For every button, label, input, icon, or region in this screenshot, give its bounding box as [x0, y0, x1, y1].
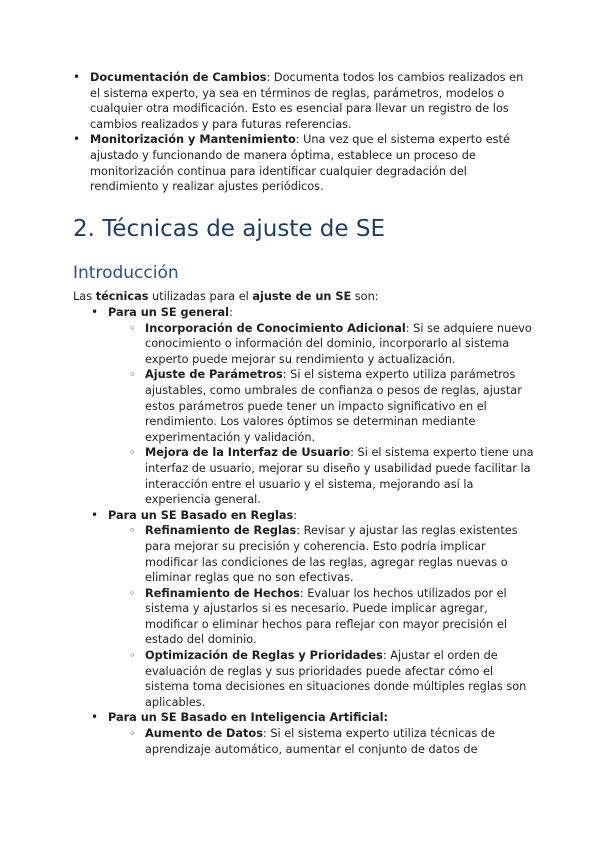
item-term: Documentación de Cambios: [90, 71, 267, 84]
group-item: [108, 508, 538, 711]
group-suffix: :: [229, 306, 233, 319]
group-title: Para un SE Basado en Inteligencia Artificial:: [108, 711, 389, 725]
item-text: : Documenta todos los cambios realizados en el sistema experto, ya sea en términos de reglas, parámetros, modelos o cualquier otra modificación. Esto es esencial para llevar un registro de los cambios realizados y para futuras referencias.: [90, 71, 524, 131]
sub-list: [145, 321, 538, 508]
item-term: Incorporación de Conocimiento Adicional: [145, 321, 406, 335]
intro-bold: técnicas: [95, 290, 149, 303]
sub-list-item: [145, 321, 538, 368]
item-term: Refinamiento de Hechos: [145, 586, 300, 600]
section-heading: 2. Técnicas de ajuste de SE: [73, 216, 385, 242]
intro-text: utilizadas para el: [148, 290, 253, 303]
group-title: Para un SE Basado en Reglas: [108, 508, 294, 522]
intro-paragraph: [73, 289, 379, 305]
group-title-line: [108, 508, 538, 524]
item-text: : Evaluar los hechos utilizados por el sistema y ajustarlos si es necesario. Puede implicar agregar, modificar o eliminar hechos para reflejar con mayor precisión el estado del dominio.: [145, 586, 508, 647]
item-text: : Si el sistema experto utiliza parámetros ajustables, como umbrales de confianza o pesos de reglas, ajustar estos parámetros puede tener un impacto significativo en el rendimiento. Los valores óptimos se determinan mediante experimentación y validación.: [145, 368, 522, 444]
sub-list-item: [145, 586, 538, 648]
item-text: : Ajustar el orden de evaluación de reglas y sus prioridades puede afectar cómo el sistema toma decisiones en situaciones donde múltiples reglas son aplicables.: [145, 649, 527, 709]
top-bullet-list: [90, 70, 530, 195]
group-title-line: [108, 305, 538, 321]
sub-list: [145, 726, 538, 757]
sub-list-item: [145, 648, 538, 710]
sub-list-item: [145, 523, 538, 585]
item-term: Refinamiento de Reglas: [145, 524, 297, 538]
group-item: [108, 305, 538, 508]
item-term: Ajuste de Parámetros: [145, 368, 283, 382]
item-text: : Una vez que el sistema experto esté ajustado y funcionando de manera óptima, establece un proceso de monitorización continua para identificar cualquier degradación del rendimiento y realizar ajustes periódicos.: [90, 133, 510, 194]
sub-list-item: [145, 367, 538, 445]
intro-bold: ajuste de un SE: [252, 290, 352, 303]
item-term: Optimización de Reglas y Prioridades: [145, 649, 383, 663]
group-item: [108, 710, 538, 757]
item-term: Mejora de la Interfaz de Usuario: [145, 446, 351, 460]
item-term: Monitorización y Mantenimiento: [90, 133, 296, 147]
item-text: : Si se adquiere nuevo conocimiento o información del dominio, incorporarlo al sistema experto puede mejorar su rendimiento y actualización.: [145, 321, 532, 366]
sub-list-item: [145, 445, 538, 507]
sub-list: [145, 523, 538, 710]
group-title: Para un SE general: [108, 306, 230, 319]
intro-text: Las: [73, 290, 96, 303]
item-text: : Revisar y ajustar las reglas existentes para mejorar su precisión y coherencia. Esto podría implicar modificar las condiciones de las reglas, agregar reglas nuevas o eliminar reglas que no son efectivas.: [145, 524, 518, 585]
list-item: [90, 70, 530, 132]
intro-text: son:: [351, 290, 379, 303]
item-term: Aumento de Datos: [145, 727, 263, 741]
item-text: : Si el sistema experto utiliza técnicas de aprendizaje automático, aumentar el conjunto de datos de: [145, 727, 495, 756]
group-suffix: :: [293, 508, 298, 522]
sub-list-item: [145, 726, 538, 757]
techniques-list: [108, 305, 538, 757]
subsection-heading: Introducción: [73, 263, 179, 283]
item-text: : Si el sistema experto tiene una interfaz de usuario, mejorar su diseño y usabilidad puede facilitar la interacción entre el usuario y el sistema, mejorando así la experiencia general.: [145, 446, 534, 507]
list-item: [90, 132, 530, 194]
group-title-line: [108, 710, 538, 726]
